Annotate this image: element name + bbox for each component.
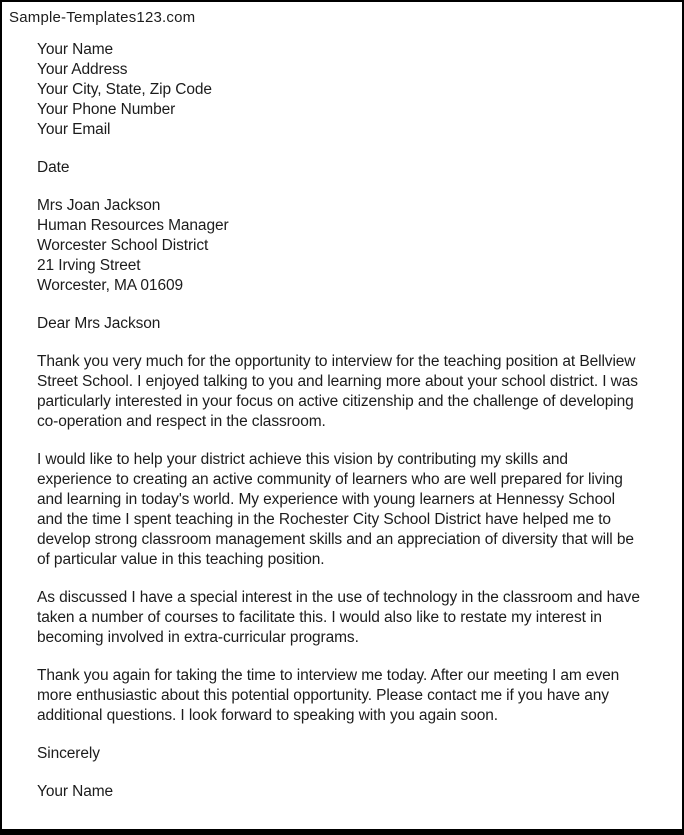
salutation-text: Dear Mrs Jackson [37,315,161,332]
recipient-city-state-zip: Worcester, MA 01609 [37,277,184,294]
letter-body [2,27,682,802]
recipient-title: Human Resources Manager [37,217,229,234]
paragraph-thank-you: Thank you very much for the opportunity to interview for the teaching position at Bellview Street School. I enjoyed talking to you and learning more about your school district. I was particularly interested in your focus on active citizenship and the challenge of developing co-operation and respect in the classroom. [37,353,638,430]
date-line [37,158,642,178]
sender-block [37,40,642,140]
sender-phone: Your Phone Number [37,101,176,118]
closing [37,744,642,764]
closing-text: Sincerely [37,745,100,762]
paragraph-closing-thanks: Thank you again for taking the time to interview me today. After our meeting I am even more enthusiastic about this potential opportunity. Please contact me if you have any additional questions. I look forward to speaking with you again soon. [37,667,620,724]
recipient-street: 21 Irving Street [37,257,141,274]
paragraph-skills: I would like to help your district achieve this vision by contributing my skills and experience to creating an active community of learners who are well prepared for living and learning in today's world. My experience with young learners at Hennessy School and the time I spent teaching in the Rochester City School District have helped me to develop strong classroom management skills and an appreciation of diversity that will be of particular value in this teaching position. [37,451,634,568]
site-watermark: Sample-Templates123.com [9,9,196,26]
sender-address: Your Address [37,61,128,78]
signature [37,782,642,802]
paragraph-technology: As discussed I have a special interest in the use of technology in the classroom and have taken a number of courses to facilitate this. I would also like to restate my interest in becoming involved in extra-curricular programs. [37,589,640,646]
recipient-block [37,196,642,296]
sender-email: Your Email [37,121,111,138]
recipient-name: Mrs Joan Jackson [37,197,161,214]
date-label: Date [37,159,70,176]
sender-city-state-zip: Your City, State, Zip Code [37,81,212,98]
signature-name: Your Name [37,783,114,800]
sender-name: Your Name [37,41,114,58]
salutation [37,314,642,334]
recipient-organization: Worcester School District [37,237,209,254]
